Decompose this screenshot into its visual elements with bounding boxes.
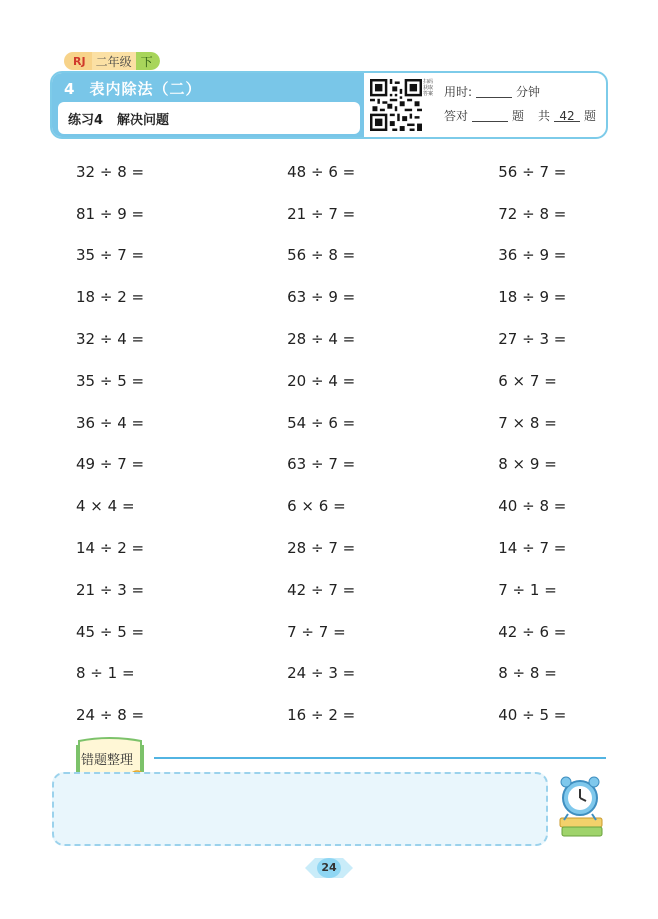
problem-row	[76, 527, 596, 569]
problem-row	[76, 694, 596, 736]
problem-row	[76, 193, 596, 235]
problem: 40 ÷ 5 =	[498, 706, 567, 725]
problem: 63 ÷ 9 =	[287, 288, 356, 307]
problem-row	[76, 151, 596, 193]
problem-row	[76, 485, 596, 527]
problem: 14 ÷ 2 =	[76, 539, 145, 558]
problem: 28 ÷ 7 =	[287, 539, 356, 558]
problem: 56 ÷ 8 =	[287, 246, 356, 265]
header-title-panel	[52, 73, 364, 137]
problem: 36 ÷ 4 =	[76, 413, 145, 432]
problem-row	[76, 569, 596, 611]
time-label: 用时:	[444, 84, 473, 99]
problem: 14 ÷ 7 =	[498, 539, 567, 558]
unit-name: 表内除法（二）	[89, 80, 202, 98]
problem: 4 × 4 =	[76, 497, 135, 516]
problem: 27 ÷ 3 =	[498, 330, 567, 349]
problem: 28 ÷ 4 =	[287, 330, 356, 349]
problem-row	[76, 318, 596, 360]
problem: 6 × 7 =	[498, 371, 557, 390]
problem: 35 ÷ 5 =	[76, 371, 145, 390]
time-field[interactable]	[476, 85, 512, 98]
mistakes-area[interactable]	[52, 772, 548, 846]
page-number-badge	[305, 856, 353, 880]
edition-label: RJ	[64, 52, 92, 70]
score-row	[444, 103, 596, 127]
correct-field[interactable]	[472, 109, 508, 122]
qr-code-area[interactable]	[368, 75, 438, 135]
mistakes-divider	[154, 757, 606, 759]
unit-number: 4	[64, 80, 76, 98]
grade-label: 二年级	[92, 52, 136, 70]
problem-row	[76, 611, 596, 653]
problem: 21 ÷ 7 =	[287, 204, 356, 223]
problem: 18 ÷ 9 =	[498, 288, 567, 307]
problem: 20 ÷ 4 =	[287, 371, 356, 390]
problem: 32 ÷ 4 =	[76, 330, 145, 349]
total-label: 共	[538, 108, 551, 123]
page-number: 24	[321, 861, 337, 874]
problem: 18 ÷ 2 =	[76, 288, 145, 307]
problem: 36 ÷ 9 =	[498, 246, 567, 265]
problem: 8 × 9 =	[498, 455, 557, 474]
problem: 40 ÷ 8 =	[498, 497, 567, 516]
problem: 7 ÷ 1 =	[498, 580, 557, 599]
correct-unit: 题	[512, 108, 525, 123]
problem: 6 × 6 =	[287, 497, 346, 516]
problem-row	[76, 360, 596, 402]
problem: 7 ÷ 7 =	[287, 622, 346, 641]
exercise-label-box	[58, 102, 360, 134]
qr-code-icon[interactable]	[370, 79, 422, 131]
problem: 81 ÷ 9 =	[76, 204, 145, 223]
total-value: 42	[554, 109, 580, 122]
problem-row	[76, 444, 596, 486]
problem-row	[76, 276, 596, 318]
problem: 24 ÷ 8 =	[76, 706, 145, 725]
correct-label: 答对	[444, 108, 469, 123]
problem: 21 ÷ 3 =	[76, 580, 145, 599]
problem-row	[76, 402, 596, 444]
problem: 48 ÷ 6 =	[287, 162, 356, 181]
problem: 49 ÷ 7 =	[76, 455, 145, 474]
volume-label: 下	[136, 52, 160, 70]
problem: 63 ÷ 7 =	[287, 455, 356, 474]
time-unit: 分钟	[516, 84, 541, 99]
alarm-clock-icon	[554, 774, 606, 840]
problem-grid	[76, 151, 596, 736]
problem: 54 ÷ 6 =	[287, 413, 356, 432]
problem: 45 ÷ 5 =	[76, 622, 145, 641]
problem-row	[76, 653, 596, 695]
score-panel	[444, 79, 596, 127]
problem: 42 ÷ 7 =	[287, 580, 356, 599]
exercise-number: 练习4	[68, 112, 104, 128]
exercise-header	[50, 71, 608, 139]
unit-title	[64, 78, 201, 99]
qr-note: 扫码获取答案	[423, 79, 434, 97]
problem: 8 ÷ 8 =	[498, 664, 557, 683]
problem: 42 ÷ 6 =	[498, 622, 567, 641]
total-unit: 题	[584, 108, 597, 123]
problem: 8 ÷ 1 =	[76, 664, 135, 683]
problem: 35 ÷ 7 =	[76, 246, 145, 265]
problem: 72 ÷ 8 =	[498, 204, 567, 223]
mistakes-title: 错题整理	[81, 753, 134, 768]
problem: 32 ÷ 8 =	[76, 162, 145, 181]
time-row	[444, 79, 596, 103]
grade-badge	[64, 52, 160, 70]
problem: 56 ÷ 7 =	[498, 162, 567, 181]
problem-row	[76, 235, 596, 277]
problem: 24 ÷ 3 =	[287, 664, 356, 683]
exercise-title: 解决问题	[117, 112, 170, 128]
problem: 16 ÷ 2 =	[287, 706, 356, 725]
problem: 7 × 8 =	[498, 413, 557, 432]
